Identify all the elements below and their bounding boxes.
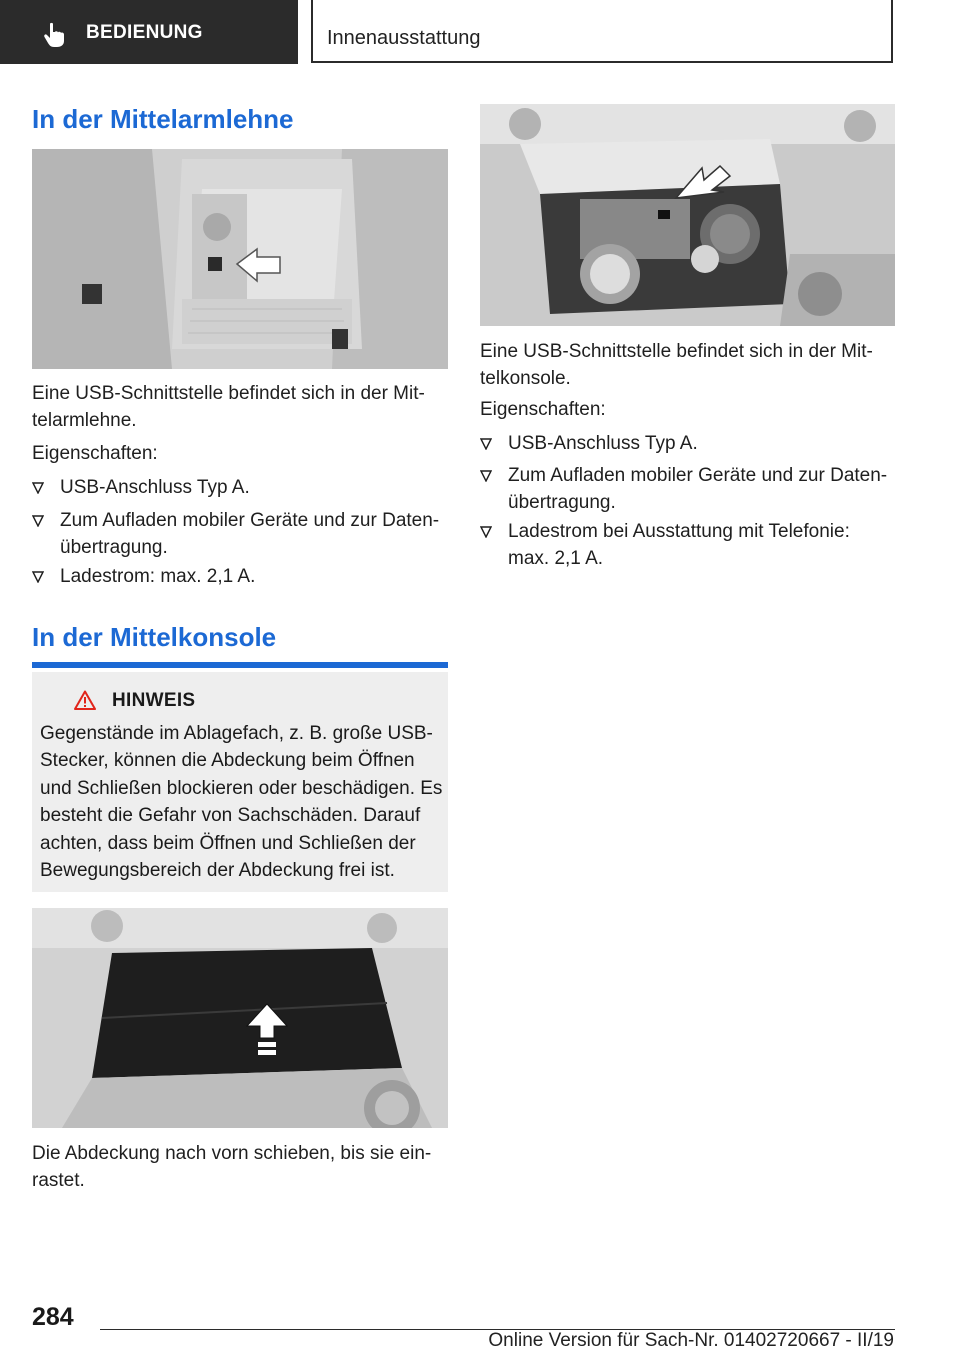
cover-caption: Die Abdeckung nach vorn schieben, bis sie ein- rastet.: [32, 1143, 432, 1191]
chapter-tab: [0, 0, 298, 64]
notice-title: HINWEIS: [112, 690, 196, 711]
console-properties-label: Eigenschaften:: [480, 399, 606, 420]
console-bullet-text: Ladestrom bei Ausstattung mit Telefonie: max. 2,1 A.: [508, 521, 850, 569]
triangle-bullet-icon: [32, 482, 44, 494]
armrest-bullet-text: Zum Aufladen mobiler Geräte und zur Daten- übertragung.: [60, 510, 440, 558]
console-bullet-text: USB-Anschluss Typ A.: [508, 433, 698, 454]
triangle-bullet-icon: [32, 571, 44, 583]
console-usb-photo: [480, 104, 895, 326]
armrest-bullet-text: USB-Anschluss Typ A.: [60, 477, 250, 498]
notice-body: Gegenstände im Ablagefach, z. B. große USB- Stecker, können die Abdeckung beim Öffnen und Schließen blockieren oder beschädigen. Es besteht die Gefahr von Sachschäden. Darauf achten, dass beim Öffnen und Schließen der Bewegungsbereich der Abdeckung frei ist.: [40, 723, 443, 882]
console-heading-rule: [32, 662, 448, 668]
armrest-bullet-text: Ladestrom: max. 2,1 A.: [60, 566, 256, 587]
triangle-bullet-icon: [32, 515, 44, 527]
console-caption: Eine USB-Schnittstelle befindet sich in der Mit- telkonsole.: [480, 341, 873, 389]
section-header: [311, 0, 893, 63]
warning-triangle-icon: [74, 690, 96, 710]
armrest-properties-label: Eigenschaften:: [32, 443, 158, 464]
triangle-bullet-icon: [480, 438, 492, 450]
section-label: Innenausstattung: [327, 27, 481, 49]
pointing-hand-icon: [42, 22, 66, 48]
triangle-bullet-icon: [480, 526, 492, 538]
notice-box: [32, 672, 448, 892]
console-heading: In der Mittelkonsole: [32, 622, 277, 652]
armrest-caption: Eine USB-Schnittstelle befindet sich in der Mit- telarmlehne.: [32, 383, 425, 431]
triangle-bullet-icon: [480, 470, 492, 482]
footer-version: Online Version für Sach-Nr. 01402720667 - II/19: [488, 1330, 894, 1351]
console-cover-photo: [32, 908, 448, 1128]
armrest-heading: In der Mittelarmlehne: [32, 104, 294, 134]
console-bullet-text: Zum Aufladen mobiler Geräte und zur Daten- übertragung.: [508, 465, 888, 513]
armrest-usb-photo: [32, 149, 448, 369]
page-number: 284: [32, 1303, 74, 1331]
chapter-label: BEDIENUNG: [86, 22, 203, 43]
